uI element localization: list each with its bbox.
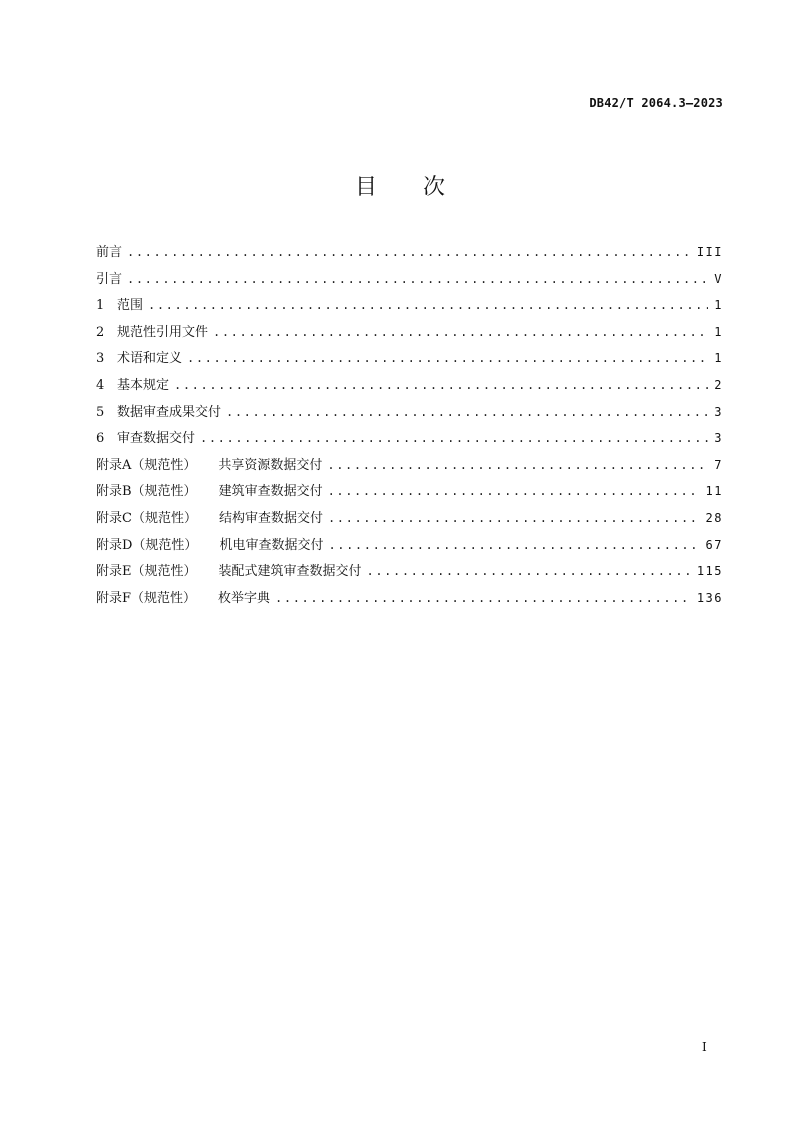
toc-entry-annex-a[interactable]: [96, 455, 723, 482]
toc-label: [96, 509, 323, 529]
toc-page-number: III: [696, 245, 723, 259]
toc-entry-introduction[interactable]: [96, 269, 723, 296]
annex-designation: 附录D（规范性）: [96, 537, 198, 553]
toc-label: 规范性引用文件: [117, 324, 209, 340]
toc-section-number: 2: [96, 324, 105, 340]
toc-leader: [148, 295, 708, 315]
toc-label: 前言: [96, 245, 123, 260]
toc-page-number: 67: [705, 537, 723, 552]
toc-section-number: 5: [96, 404, 105, 420]
toc-label: [96, 536, 323, 556]
toc-page-number: 3: [714, 431, 723, 446]
toc-label: 数据审查成果交付: [117, 404, 222, 420]
annex-designation: 附录B（规范性）: [96, 484, 197, 500]
toc-label: [96, 482, 323, 502]
toc-page-number: 115: [696, 564, 723, 579]
toc-label: [96, 456, 322, 476]
toc-section-number: 4: [96, 377, 105, 393]
annex-title: 共享资源数据交付: [218, 457, 323, 473]
toc-leader: [367, 561, 692, 581]
toc-leader: [328, 481, 701, 501]
toc-entry-annex-d[interactable]: [96, 535, 723, 562]
toc-page-number: 1: [714, 351, 723, 366]
title-char-2: 次: [423, 175, 446, 200]
toc-leader: [127, 269, 708, 289]
toc-label: 术语和定义: [117, 351, 183, 367]
document-code: DB42/T 2064.3—2023: [589, 96, 723, 110]
toc-entry-annex-c[interactable]: [96, 508, 723, 535]
toc-entry-basic-provisions[interactable]: [96, 375, 723, 402]
annex-title: 机电审查数据交付: [219, 537, 324, 553]
toc-entry-review-data-delivery[interactable]: [96, 428, 723, 455]
toc-section-number: 3: [96, 351, 105, 367]
toc-entry-annex-f[interactable]: [96, 588, 723, 615]
toc-page-number: 1: [714, 324, 723, 339]
toc-section-number: 6: [96, 431, 105, 447]
toc-label: [96, 562, 362, 582]
toc-leader: [275, 588, 692, 608]
toc-page-number: 3: [714, 404, 723, 419]
toc-section-number: 1: [96, 298, 105, 314]
annex-designation: 附录E（规范性）: [96, 564, 197, 580]
toc-page-number: 1: [714, 298, 723, 313]
toc-entry-review-results-delivery[interactable]: [96, 402, 723, 429]
annex-title: 装配式建筑审查数据交付: [218, 564, 362, 580]
toc-page-number: 7: [714, 457, 723, 472]
toc-entry-terms-definitions[interactable]: [96, 348, 723, 375]
toc-label: 范围: [117, 298, 144, 314]
toc-page-number: 136: [696, 590, 723, 605]
toc-entry-scope[interactable]: [96, 295, 723, 322]
annex-designation: 附录C（规范性）: [96, 510, 197, 526]
toc-entry-annex-e[interactable]: [96, 561, 723, 588]
toc-entry-foreword[interactable]: [96, 242, 723, 269]
toc-page-number: 2: [714, 377, 723, 392]
toc-leader: [213, 322, 708, 342]
toc-leader: [174, 375, 708, 395]
toc-leader: [127, 242, 692, 262]
annex-title: 建筑审查数据交付: [218, 484, 323, 500]
toc-leader: [187, 348, 708, 368]
annex-title: 枚举字典: [218, 590, 271, 606]
footer-page-number: I: [702, 1040, 707, 1054]
toc-leader: [226, 402, 708, 422]
toc-label: 引言: [96, 271, 123, 287]
toc-leader: [327, 455, 708, 475]
table-of-contents: [96, 242, 723, 614]
toc-page-number: 28: [705, 510, 723, 525]
toc-leader: [328, 535, 700, 555]
annex-designation: 附录A（规范性）: [96, 457, 197, 473]
annex-title: 结构审查数据交付: [218, 510, 323, 526]
toc-page-number: 11: [705, 484, 723, 499]
toc-label: 基本规定: [117, 377, 170, 393]
toc-page-number: V: [714, 271, 723, 286]
title-char-1: 目: [354, 175, 377, 200]
toc-label: [96, 589, 270, 609]
toc-leader: [328, 508, 701, 528]
toc-leader: [200, 428, 708, 448]
toc-label: 审查数据交付: [117, 431, 196, 447]
annex-designation: 附录F（规范性）: [96, 590, 197, 606]
page-title: [0, 170, 800, 201]
toc-entry-normative-references[interactable]: [96, 322, 723, 349]
toc-entry-annex-b[interactable]: [96, 481, 723, 508]
